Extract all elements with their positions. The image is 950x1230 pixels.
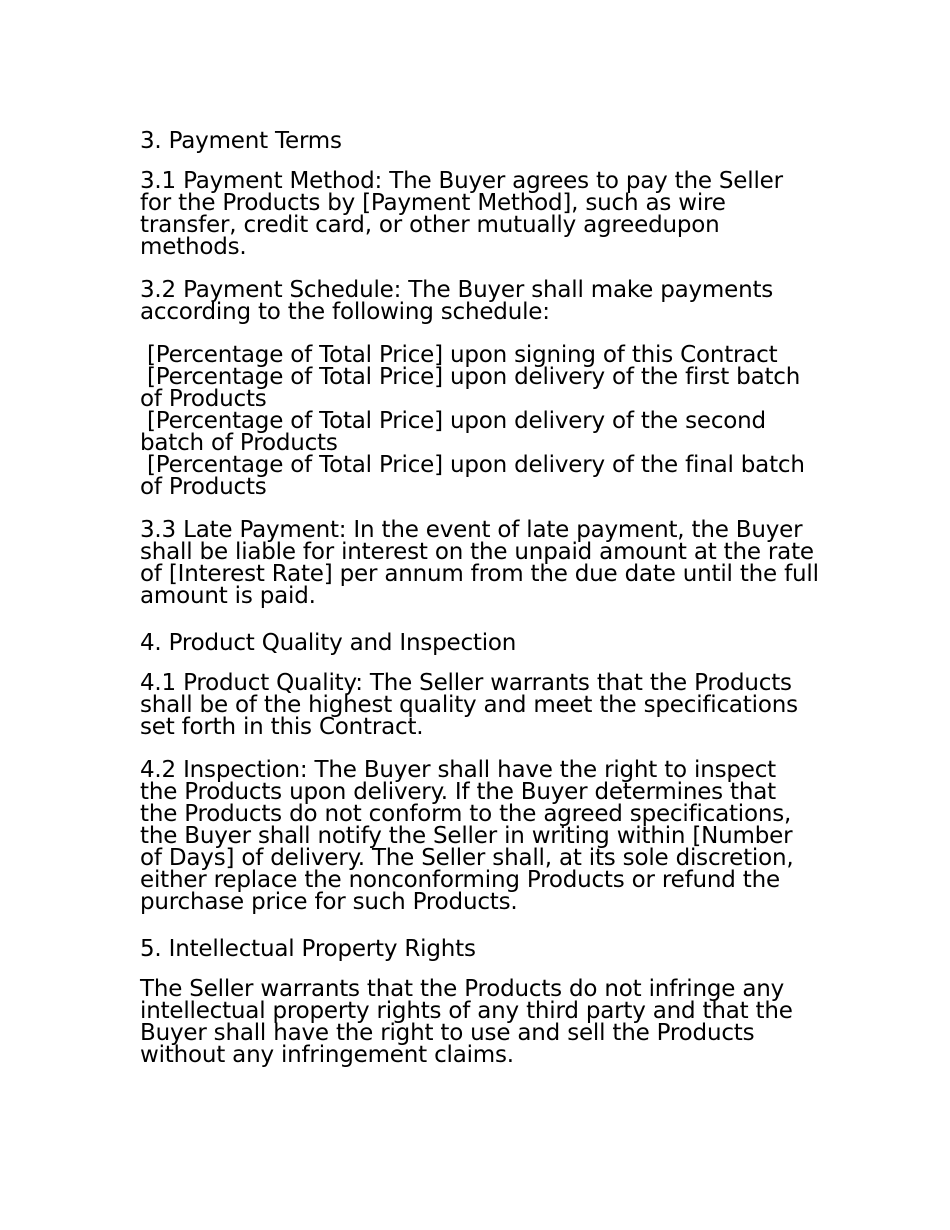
schedule-item-text: [Percentage of Total Price] upon delivery of the second batch of Products	[140, 408, 766, 456]
clause-4-2-inspection: 4.2 Inspection: The Buyer shall have the right to inspect the Products upon delivery. If the Buyer determines that the Products do not conform to the agreed specifications, the Buyer shall notify the Seller in writing within [Number of Days] of delivery. The Seller shall, at its sole discretion, either replace the nonconforming Products or refund the purchase price for such Products.	[140, 757, 794, 915]
schedule-item	[140, 366, 820, 410]
intellectual-property-paragraph: The Seller warrants that the Products do not infringe any intellectual property rights of any third party and that the Buyer shall have the right to use and sell the Products without any infringement claims.	[140, 976, 793, 1068]
schedule-item	[140, 454, 820, 498]
section-3-heading: 3. Payment Terms	[140, 128, 342, 154]
clause-4-1-product-quality: 4.1 Product Quality: The Seller warrants that the Products shall be of the highest quality and meet the specifications set forth in this Contract.	[140, 670, 798, 740]
section-5-heading: 5. Intellectual Property Rights	[140, 936, 476, 962]
document-page	[140, 126, 820, 1087]
payment-schedule-list	[140, 344, 820, 498]
schedule-item	[140, 344, 820, 366]
schedule-item-text: [Percentage of Total Price] upon delivery of the first batch of Products	[140, 364, 801, 412]
clause-3-3-late-payment: 3.3 Late Payment: In the event of late payment, the Buyer shall be liable for interest on the unpaid amount at the rate of [Interest Rate] per annum from the due date until the full amount is paid.	[140, 517, 819, 609]
section-4-heading: 4. Product Quality and Inspection	[140, 630, 517, 656]
clause-3-1-payment-method: 3.1 Payment Method: The Buyer agrees to pay the Seller for the Products by [Payment Method], such as wire transfer, credit card, or other mutually agreedupon methods.	[140, 168, 783, 260]
schedule-item-text: [Percentage of Total Price] upon delivery of the final batch of Products	[140, 452, 805, 500]
clause-3-2-payment-schedule: 3.2 Payment Schedule: The Buyer shall make payments according to the following schedule:	[140, 277, 774, 325]
schedule-item	[140, 410, 820, 454]
schedule-item-text: [Percentage of Total Price] upon signing of this Contract	[147, 342, 778, 368]
